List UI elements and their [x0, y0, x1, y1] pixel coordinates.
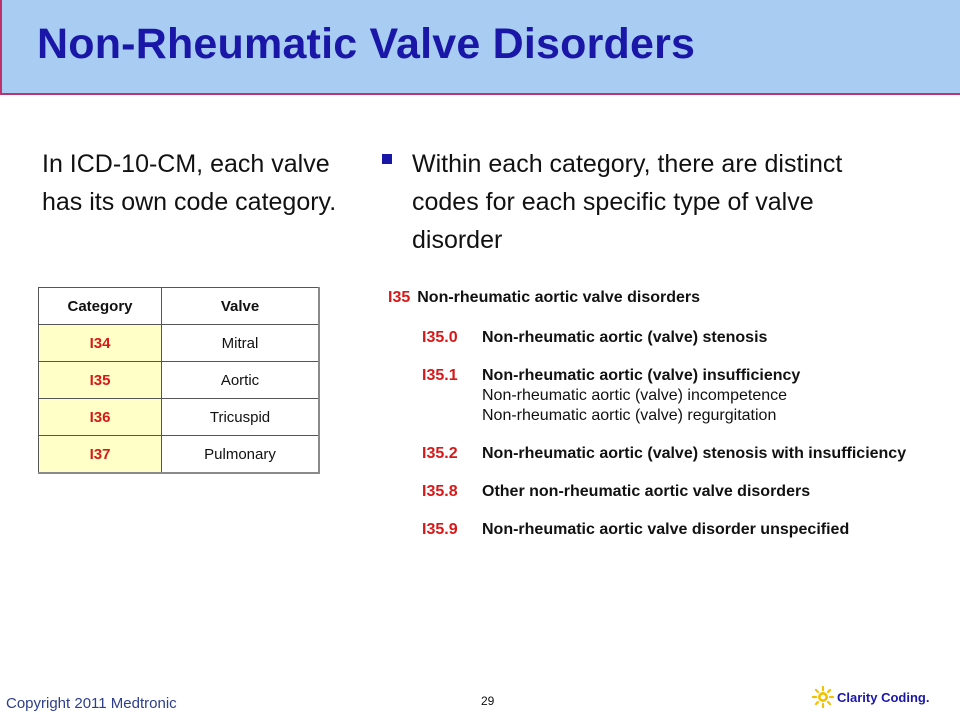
sub-code-id: I35.9: [422, 521, 458, 538]
title-bar: [0, 0, 960, 95]
category-code-cell: I37: [39, 436, 162, 474]
category-table: [38, 287, 320, 474]
table-row: [39, 362, 320, 399]
logo-text: Clarity Coding.: [837, 689, 930, 705]
bullet-text: Within each category, there are distinct codes for each specific type of valve disorder: [412, 150, 843, 254]
sub-code-id: I35.2: [422, 445, 458, 462]
sub-code-alt-term: Non-rheumatic aortic (valve) incompetence: [482, 387, 788, 404]
list-item: [422, 366, 948, 426]
category-code-cell: I35: [39, 362, 162, 399]
valve-cell: Mitral: [162, 325, 320, 362]
category-code-cell: I36: [39, 399, 162, 436]
sub-code-desc: Non-rheumatic aortic (valve) stenosis with insufficiency: [482, 445, 907, 462]
sub-code-id: I35.1: [422, 367, 458, 384]
parent-code-desc: Non-rheumatic aortic valve disorders: [417, 289, 701, 306]
parent-code: [388, 288, 948, 308]
table-row: [39, 399, 320, 436]
category-code-cell: I34: [39, 325, 162, 362]
valve-cell: Tricuspid: [162, 399, 320, 436]
code-list: [388, 288, 948, 558]
sub-code-desc-group: [482, 366, 922, 426]
list-item: [422, 482, 948, 502]
valve-cell: Pulmonary: [162, 436, 320, 474]
sub-code-desc: Non-rheumatic aortic valve disorder unspecified: [482, 521, 850, 538]
sun-logo-icon: [812, 686, 834, 708]
bullet-point: [382, 145, 882, 259]
column-header-category: Category: [39, 288, 162, 325]
valve-cell: Aortic: [162, 362, 320, 399]
parent-code-id: I35: [388, 289, 411, 306]
sub-code-id: I35.8: [422, 483, 458, 500]
sub-code-alt-term: Non-rheumatic aortic (valve) regurgitation: [482, 407, 777, 424]
table-row: [39, 325, 320, 362]
square-bullet-icon: [382, 154, 392, 164]
sub-code-id: I35.0: [422, 329, 458, 346]
clarity-coding-logo: [812, 686, 929, 708]
list-item: [422, 444, 948, 464]
copyright-text: Copyright 2011 Medtronic: [6, 695, 177, 712]
sub-code-desc: Other non-rheumatic aortic valve disorders: [482, 483, 811, 500]
table-header-row: [39, 288, 320, 325]
slide-title: Non-Rheumatic Valve Disorders: [37, 20, 696, 68]
sub-code-desc: Non-rheumatic aortic (valve) stenosis: [482, 329, 768, 346]
table-row: [39, 436, 320, 474]
page-number: 29: [481, 694, 495, 708]
intro-text: In ICD-10-CM, each valve has its own code category.: [42, 150, 337, 216]
list-item: [422, 328, 948, 348]
list-item: [422, 520, 948, 540]
column-header-valve: Valve: [162, 288, 320, 325]
sub-code-desc: Non-rheumatic aortic (valve) insufficiency: [482, 367, 801, 384]
